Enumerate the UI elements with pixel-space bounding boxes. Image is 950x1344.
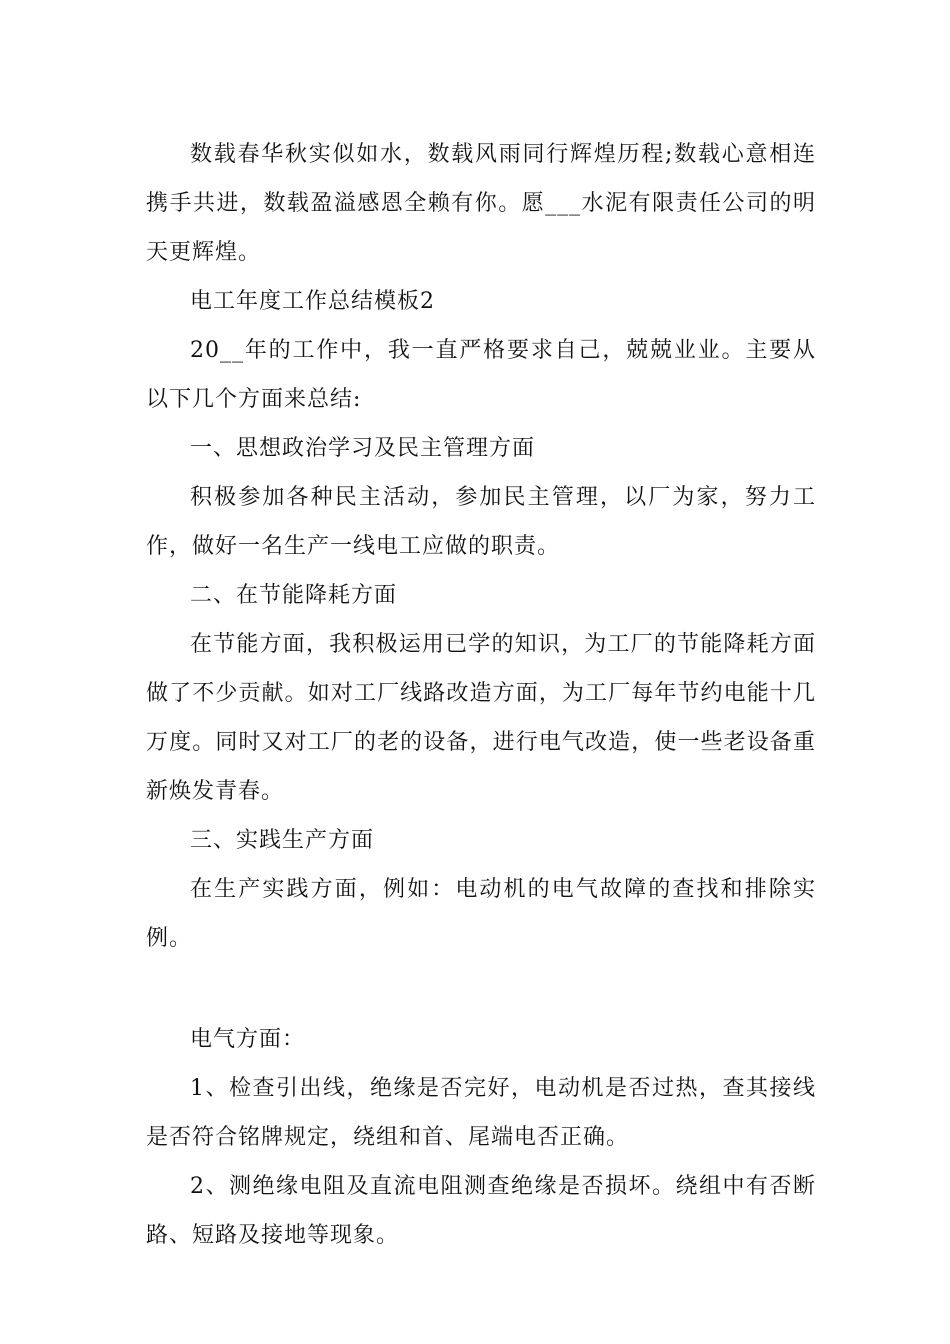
paragraph-political-study: 积极参加各种民主活动，参加民主管理，以厂为家，努力工作，做好一名生产一线电工应做的职责。 <box>146 485 816 559</box>
heading-energy-saving: 二、在节能降耗方面 <box>190 583 398 608</box>
list-item-2: 2、测绝缘电阻及直流电阻测查绝缘是否损坏。绕组中有否断路、短路及接地等现象。 <box>146 1174 816 1248</box>
section-title: 电工年度工作总结模板2 <box>190 289 435 314</box>
heading-political-study: 一、思想政治学习及民主管理方面 <box>190 436 536 461</box>
paragraph-production-practice: 在生产实践方面，例如：电动机的电气故障的查找和排除实例。 <box>146 877 816 951</box>
heading-electrical: 电气方面： <box>190 1027 306 1052</box>
paragraph-energy-saving: 在节能方面，我积极运用已学的知识，为工厂的节能降耗方面做了不少贡献。如对工厂线路改造方面，为工厂每年节约电能十几万度。同时又对工厂的老的设备，进行电气改造，使一些老设备重新焕发青春。 <box>146 632 816 804</box>
heading-production-practice: 三、实践生产方面 <box>190 828 375 853</box>
closing-paragraph: 数载春华秋实似如水，数载风雨同行辉煌历程;数载心意相连携手共进，数载盈溢感恩全赖有你。愿___水泥有限责任公司的明天更辉煌。 <box>146 142 816 265</box>
intro-paragraph: 20__年的工作中，我一直严格要求自己，兢兢业业。主要从以下几个方面来总结: <box>146 338 816 412</box>
document-body <box>146 130 816 1260</box>
list-item-1: 1、检查引出线，绝缘是否完好，电动机是否过热，查其接线是否符合铭牌规定，绕组和首、尾端电否正确。 <box>146 1076 816 1150</box>
